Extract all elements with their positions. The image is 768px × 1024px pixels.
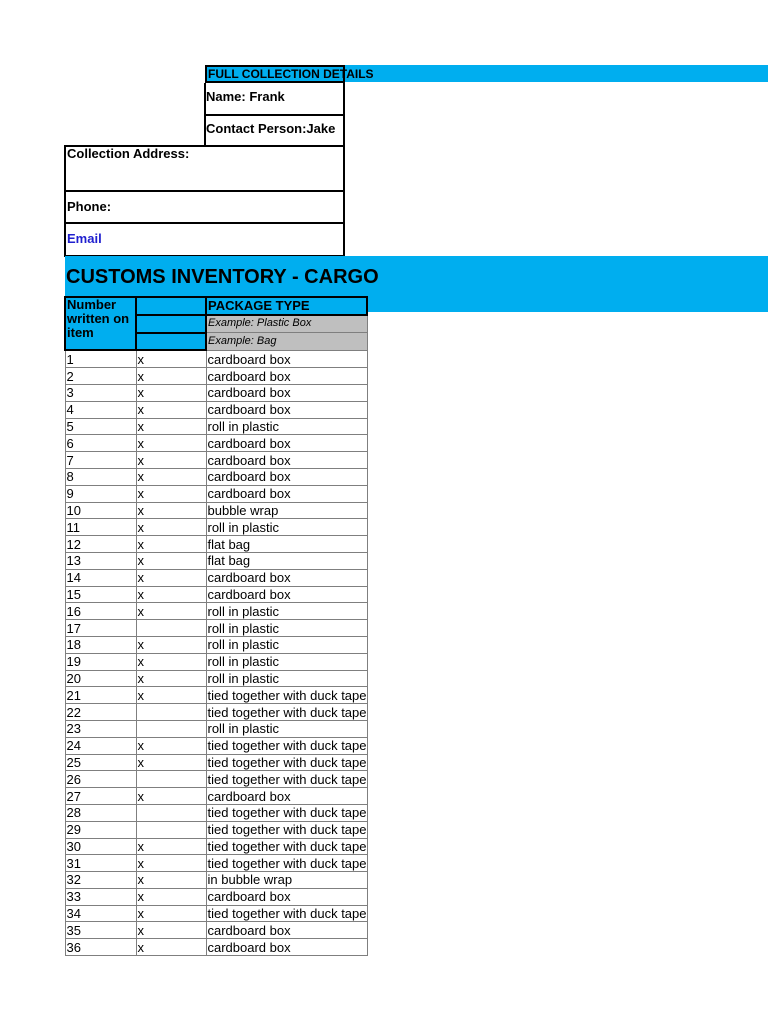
- table-row: [65, 771, 367, 788]
- item-number-cell[interactable]: 18: [65, 636, 136, 653]
- table-row: [65, 569, 367, 586]
- mark-cell[interactable]: x: [136, 485, 206, 502]
- table-row: [65, 872, 367, 889]
- mark-cell[interactable]: x: [136, 939, 206, 956]
- package-type-cell[interactable]: tied together with duck tape: [207, 805, 367, 821]
- package-type-cell[interactable]: cardboard box: [206, 888, 367, 905]
- item-number-cell[interactable]: 31: [65, 855, 136, 872]
- item-number-cell[interactable]: 33: [65, 888, 136, 905]
- mark-example-cell: [136, 315, 206, 333]
- table-row: [65, 804, 367, 821]
- table-row: [65, 905, 367, 922]
- item-number-cell[interactable]: 35: [65, 922, 136, 939]
- table-row: [65, 754, 367, 771]
- mark-cell[interactable]: x: [136, 384, 206, 401]
- inventory-table: [64, 296, 368, 956]
- mark-cell[interactable]: x: [136, 653, 206, 670]
- mark-cell[interactable]: x: [136, 855, 206, 872]
- package-type-cell[interactable]: flat bag: [206, 552, 367, 569]
- inventory-title: CUSTOMS INVENTORY - CARGO: [66, 266, 379, 288]
- table-row: [65, 838, 367, 855]
- mark-cell[interactable]: x: [136, 636, 206, 653]
- table-row: [65, 636, 367, 653]
- package-type-cell[interactable]: roll in plastic: [206, 636, 367, 653]
- package-type-header: PACKAGE TYPE: [206, 297, 367, 315]
- package-type-cell[interactable]: cardboard box: [206, 922, 367, 939]
- item-number-cell[interactable]: 36: [65, 939, 136, 956]
- table-row: [65, 687, 367, 704]
- package-type-cell[interactable]: cardboard box: [206, 452, 367, 469]
- item-number-cell[interactable]: 3: [65, 384, 136, 401]
- mark-cell[interactable]: x: [136, 586, 206, 603]
- name-field[interactable]: Name: Frank: [206, 89, 285, 104]
- item-number-cell[interactable]: 2: [65, 368, 136, 385]
- package-type-cell[interactable]: cardboard box: [206, 401, 367, 418]
- table-row: [65, 401, 367, 418]
- mark-cell[interactable]: x: [136, 452, 206, 469]
- item-number-cell[interactable]: 16: [65, 603, 136, 620]
- table-row: [65, 670, 367, 687]
- item-number-cell[interactable]: 7: [65, 452, 136, 469]
- mark-cell[interactable]: x: [136, 418, 206, 435]
- table-row: [65, 368, 367, 385]
- table-row: [65, 888, 367, 905]
- table-row: [65, 519, 367, 536]
- item-number-cell[interactable]: 22: [65, 704, 136, 721]
- mark-cell[interactable]: x: [136, 569, 206, 586]
- mark-cell[interactable]: x: [136, 502, 206, 519]
- package-type-cell[interactable]: bubble wrap: [206, 502, 367, 519]
- mark-example-cell: [136, 333, 206, 351]
- number-header: Number written on item: [65, 297, 136, 350]
- table-row: [65, 653, 367, 670]
- mark-cell[interactable]: x: [136, 737, 206, 754]
- item-number-cell[interactable]: 12: [65, 536, 136, 553]
- table-row: [65, 350, 367, 367]
- contact-person-field[interactable]: Contact Person:Jake: [206, 121, 336, 136]
- item-number-cell[interactable]: 20: [65, 670, 136, 687]
- table-row: [65, 468, 367, 485]
- table-row: [65, 552, 367, 569]
- table-row: [65, 720, 367, 737]
- item-number-cell[interactable]: 11: [65, 519, 136, 536]
- table-row: [65, 502, 367, 519]
- package-type-cell[interactable]: cardboard box: [206, 939, 367, 956]
- package-type-cell[interactable]: cardboard box: [206, 368, 367, 385]
- package-type-cell[interactable]: cardboard box: [206, 384, 367, 401]
- item-number-cell[interactable]: 5: [65, 418, 136, 435]
- package-type-cell[interactable]: tied together with duck tape: [207, 738, 367, 754]
- package-type-cell[interactable]: roll in plastic: [206, 670, 367, 687]
- package-type-cell[interactable]: cardboard box: [206, 569, 367, 586]
- mark-cell[interactable]: x: [136, 536, 206, 553]
- mark-cell[interactable]: x: [136, 401, 206, 418]
- table-row: [65, 737, 367, 754]
- mark-cell[interactable]: x: [136, 368, 206, 385]
- package-type-cell[interactable]: cardboard box: [206, 468, 367, 485]
- package-type-cell[interactable]: in bubble wrap: [206, 872, 367, 889]
- package-type-cell[interactable]: cardboard box: [206, 350, 367, 367]
- package-type-cell[interactable]: flat bag: [206, 536, 367, 553]
- table-row: [65, 485, 367, 502]
- table-row: [65, 452, 367, 469]
- package-type-cell[interactable]: tied together with duck tape: [207, 906, 367, 922]
- item-number-cell[interactable]: 9: [65, 485, 136, 502]
- package-type-cell[interactable]: tied together with duck tape: [207, 838, 367, 854]
- package-type-cell[interactable]: cardboard box: [206, 586, 367, 603]
- mark-header: [136, 297, 206, 315]
- mark-cell[interactable]: [136, 804, 206, 821]
- package-type-cell[interactable]: roll in plastic: [206, 418, 367, 435]
- item-number-cell[interactable]: 15: [65, 586, 136, 603]
- item-number-cell[interactable]: 29: [65, 821, 136, 838]
- package-type-cell[interactable]: tied together with duck tape: [207, 771, 367, 787]
- package-type-cell[interactable]: tied together with duck tape: [207, 754, 367, 770]
- item-number-cell[interactable]: 34: [65, 905, 136, 922]
- table-row: [65, 939, 367, 956]
- package-type-cell[interactable]: tied together with duck tape: [207, 855, 367, 871]
- item-number-cell[interactable]: 13: [65, 552, 136, 569]
- item-number-cell[interactable]: 23: [65, 720, 136, 737]
- table-row: [65, 855, 367, 872]
- item-number-cell[interactable]: 4: [65, 401, 136, 418]
- collection-address-label[interactable]: Collection Address:: [67, 146, 190, 161]
- table-row: [65, 620, 367, 637]
- mark-cell[interactable]: x: [136, 552, 206, 569]
- item-number-cell[interactable]: 10: [65, 502, 136, 519]
- table-row: [65, 821, 367, 838]
- table-row: [65, 922, 367, 939]
- package-type-cell[interactable]: roll in plastic: [206, 620, 367, 637]
- package-type-cell[interactable]: roll in plastic: [206, 519, 367, 536]
- package-type-cell[interactable]: roll in plastic: [206, 653, 367, 670]
- item-number-cell[interactable]: 17: [65, 620, 136, 637]
- mark-cell[interactable]: x: [136, 754, 206, 771]
- package-type-cell[interactable]: cardboard box: [206, 435, 367, 452]
- package-type-cell[interactable]: cardboard box: [206, 788, 367, 805]
- table-row: [65, 586, 367, 603]
- item-number-cell[interactable]: 21: [65, 687, 136, 704]
- package-type-cell[interactable]: roll in plastic: [206, 720, 367, 737]
- package-type-cell[interactable]: tied together with duck tape: [207, 704, 367, 720]
- item-number-cell[interactable]: 6: [65, 435, 136, 452]
- package-type-cell[interactable]: tied together with duck tape: [207, 822, 367, 838]
- phone-label[interactable]: Phone:: [67, 199, 112, 214]
- table-row: [65, 435, 367, 452]
- mark-cell[interactable]: [136, 620, 206, 637]
- table-row: [65, 384, 367, 401]
- mark-cell[interactable]: x: [136, 670, 206, 687]
- mark-cell[interactable]: [136, 771, 206, 788]
- mark-cell[interactable]: x: [136, 888, 206, 905]
- full-collection-title: FULL COLLECTION DETAILS: [205, 65, 345, 83]
- mark-cell[interactable]: [136, 704, 206, 721]
- mark-cell[interactable]: x: [136, 350, 206, 367]
- table-row: [65, 418, 367, 435]
- mark-cell[interactable]: x: [136, 905, 206, 922]
- mark-cell[interactable]: x: [136, 838, 206, 855]
- mark-cell[interactable]: x: [136, 687, 206, 704]
- mark-cell[interactable]: x: [136, 872, 206, 889]
- package-type-cell[interactable]: roll in plastic: [206, 603, 367, 620]
- item-number-cell[interactable]: 26: [65, 771, 136, 788]
- mark-cell[interactable]: [136, 821, 206, 838]
- example-bag: Example: Bag: [206, 333, 367, 351]
- table-row: [65, 536, 367, 553]
- item-number-cell[interactable]: 14: [65, 569, 136, 586]
- table-row: [65, 704, 367, 721]
- table-row: [65, 603, 367, 620]
- package-type-cell[interactable]: cardboard box: [206, 485, 367, 502]
- mark-cell[interactable]: x: [136, 468, 206, 485]
- mark-cell[interactable]: x: [136, 922, 206, 939]
- table-row: [65, 788, 367, 805]
- mark-cell[interactable]: x: [136, 603, 206, 620]
- item-number-cell[interactable]: 25: [65, 754, 136, 771]
- item-number-cell[interactable]: 24: [65, 737, 136, 754]
- header-row: [65, 297, 367, 315]
- package-type-cell[interactable]: tied together with duck tape: [207, 687, 367, 703]
- item-number-cell[interactable]: 19: [65, 653, 136, 670]
- item-number-cell[interactable]: 8: [65, 468, 136, 485]
- mark-cell[interactable]: x: [136, 519, 206, 536]
- item-number-cell[interactable]: 1: [65, 350, 136, 367]
- item-number-cell[interactable]: 30: [65, 838, 136, 855]
- mark-cell[interactable]: x: [136, 788, 206, 805]
- email-label[interactable]: Email: [67, 231, 102, 246]
- item-number-cell[interactable]: 27: [65, 788, 136, 805]
- divider: [204, 114, 345, 116]
- example-plastic-box: Example: Plastic Box: [206, 315, 367, 333]
- item-number-cell[interactable]: 32: [65, 872, 136, 889]
- mark-cell[interactable]: [136, 720, 206, 737]
- mark-cell[interactable]: x: [136, 435, 206, 452]
- item-number-cell[interactable]: 28: [65, 804, 136, 821]
